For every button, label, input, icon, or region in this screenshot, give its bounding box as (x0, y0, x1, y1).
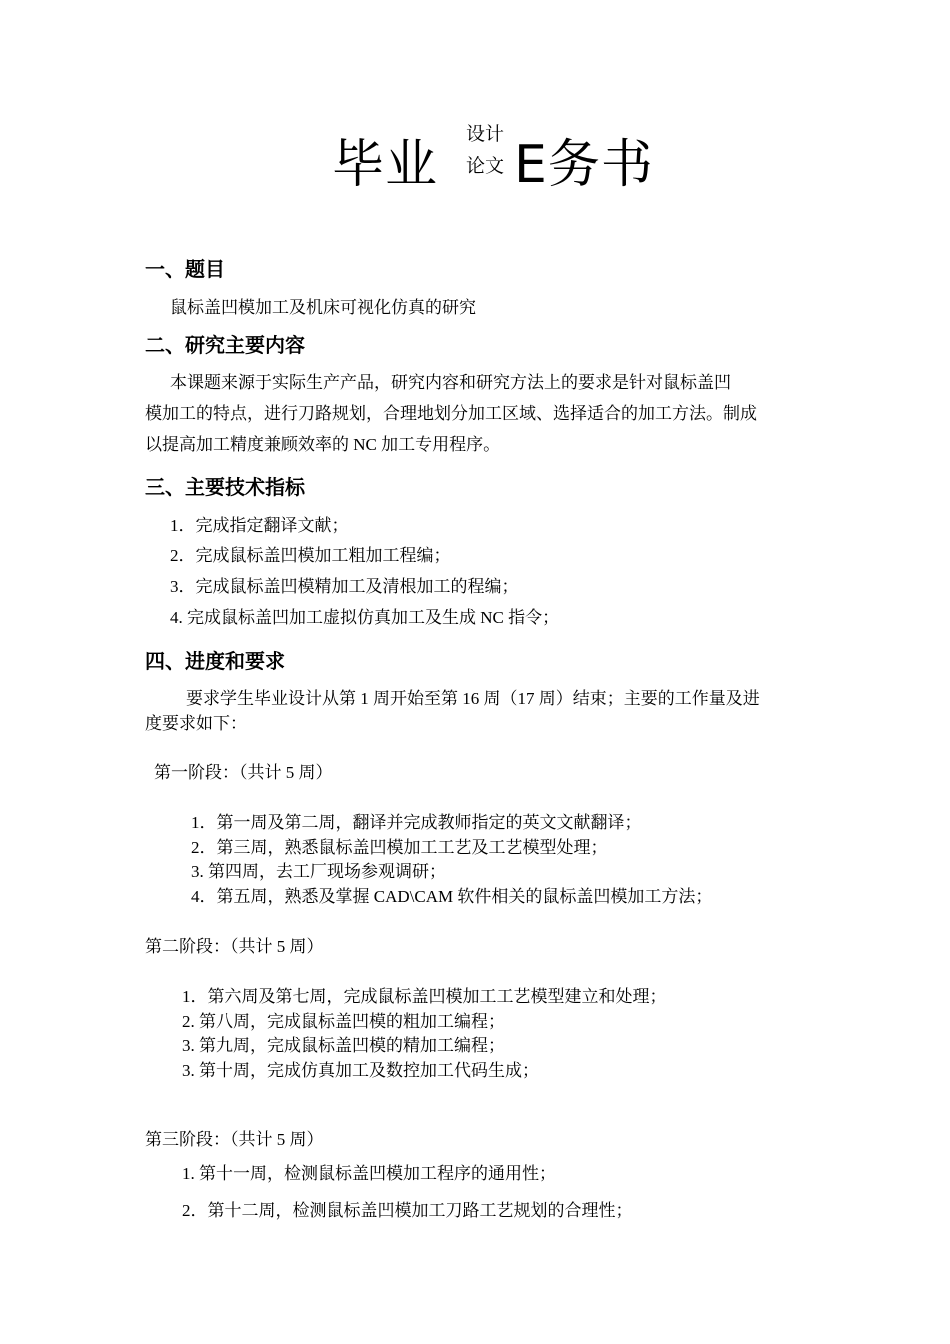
section-1-text: 鼠标盖凹模加工及机床可视化仿真的研究 (170, 298, 476, 317)
list-item: 2. 第八周，完成鼠标盖凹模的粗加工编程； (182, 1012, 505, 1031)
section-4-intro-line-2: 度要求如下： (145, 714, 247, 733)
stage-1-title: 第一阶段：（共计 5 周） (154, 763, 333, 782)
list-item: 2．完成鼠标盖凹模加工粗加工程编； (170, 546, 451, 565)
section-1-heading: 一、题目 (145, 257, 225, 281)
list-item: 2．第三周，熟悉鼠标盖凹模加工工艺及工艺模型处理； (191, 838, 608, 857)
list-item: 3．完成鼠标盖凹模精加工及清根加工的程编； (170, 577, 519, 596)
list-item: 2．第十二周，检测鼠标盖凹模加工刀路工艺规划的合理性； (182, 1201, 633, 1220)
list-item: 3. 第四周，去工厂现场参观调研； (191, 862, 446, 881)
list-item: 1．第六周及第七周，完成鼠标盖凹模加工工艺模型建立和处理； (182, 987, 667, 1006)
stage-3-title: 第三阶段：（共计 5 周） (145, 1130, 324, 1149)
list-item: 4．第五周，熟悉及掌握 CAD\CAM 软件相关的鼠标盖凹模加工方法； (191, 887, 713, 906)
title-right: E务书 (514, 135, 654, 195)
section-4-intro-line-1: 要求学生毕业设计从第 1 周开始至第 16 周（17 周）结束；主要的工作量及进 (186, 689, 760, 708)
list-item: 3. 第十周，完成仿真加工及数控加工代码生成； (182, 1061, 539, 1080)
title-left: 毕业 (332, 135, 439, 195)
title-stack (466, 118, 504, 182)
stage-2-title: 第二阶段：（共计 5 周） (145, 937, 324, 956)
section-2-line-1: 本课题来源于实际生产产品，研究内容和研究方法上的要求是针对鼠标盖凹 (170, 373, 731, 392)
section-2-line-3: 以提高加工精度兼顾效率的 NC 加工专用程序。 (145, 435, 501, 454)
list-item: 3. 第九周，完成鼠标盖凹模的精加工编程； (182, 1036, 505, 1055)
list-item: 1．第一周及第二周，翻译并完成教师指定的英文文献翻译； (191, 813, 642, 832)
section-4-heading: 四、进度和要求 (145, 649, 285, 673)
list-item: 1．完成指定翻译文献； (170, 516, 349, 535)
section-2-line-2: 模加工的特点，进行刀路规划，合理地划分加工区域、选择适合的加工方法。制成 (145, 404, 757, 423)
list-item: 1. 第十一周，检测鼠标盖凹模加工程序的通用性； (182, 1164, 556, 1183)
list-item: 4. 完成鼠标盖凹加工虚拟仿真加工及生成 NC 指令； (170, 608, 560, 627)
title-stack-top: 设计 (466, 123, 505, 145)
section-3-heading: 三、主要技术指标 (145, 475, 305, 499)
section-2-heading: 二、研究主要内容 (145, 333, 305, 357)
title-stack-bottom: 论文 (466, 155, 505, 177)
